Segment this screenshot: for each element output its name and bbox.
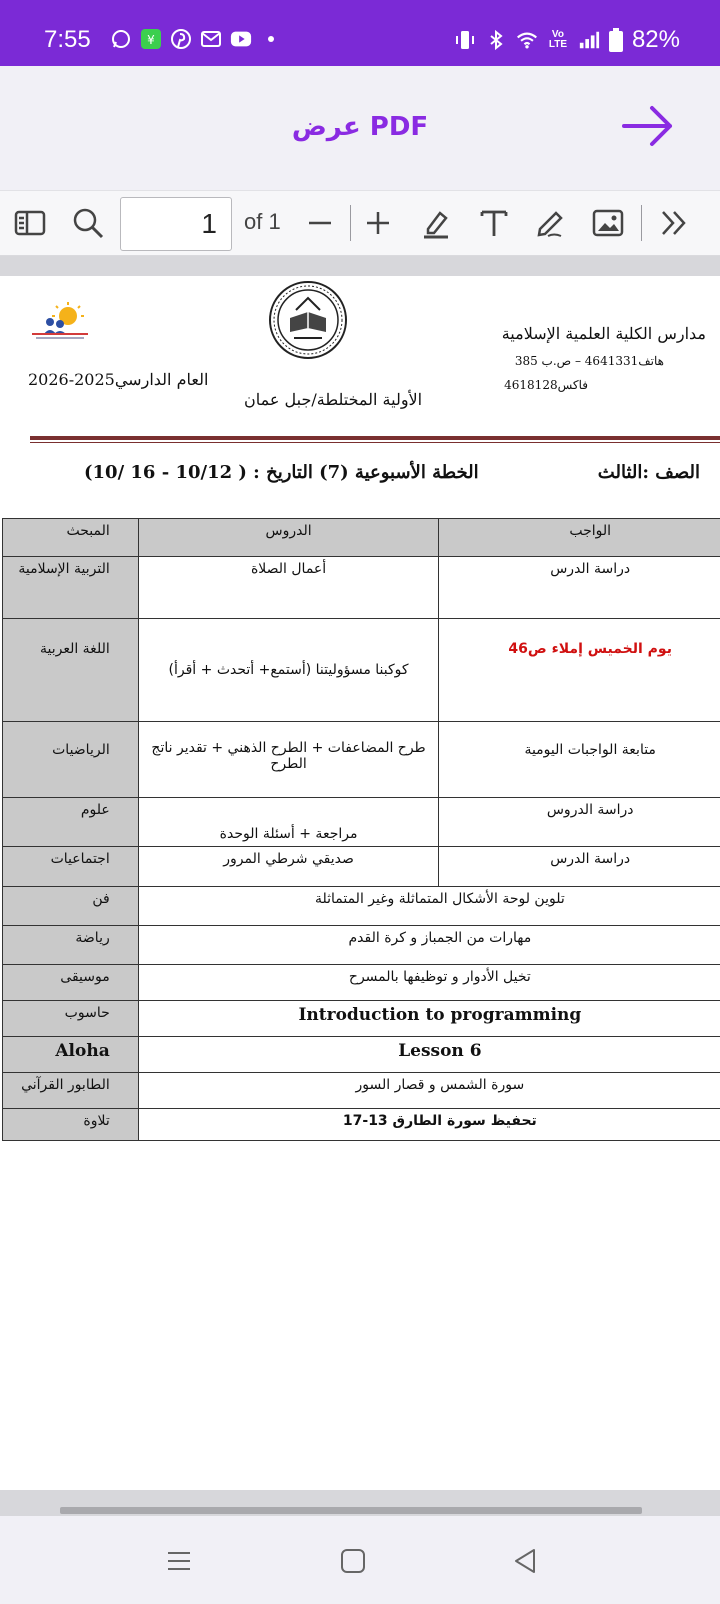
table-row [3,1073,720,1109]
cell-subject: حاسوب [3,1001,139,1037]
back-icon[interactable] [510,1546,540,1576]
pdf-page[interactable] [0,276,720,1490]
image-icon[interactable] [590,205,626,241]
cell-content: مهارات من الجمباز و كرة القدم [138,926,720,965]
cell-content: سورة الشمس و قصار السور [138,1073,720,1109]
text-icon[interactable] [476,205,512,241]
horizontal-scrollbar[interactable] [60,1507,642,1514]
battery-level: 82% [631,26,680,53]
cell-homework: دراسة الدروس [439,798,720,847]
zoom-out-icon[interactable] [302,205,338,241]
cell-subject: رياضة [3,926,139,965]
cell-lessons: مراجعة + أسئلة الوحدة [138,798,439,847]
status-bar [0,0,720,66]
header-lessons: الدروس [138,519,439,557]
cell-subject: موسيقى [3,965,139,1001]
system-icons [454,26,680,54]
cell-lessons: صديقي شرطي المرور [138,847,439,887]
dot-icon [260,28,282,50]
system-nav-bar [0,1516,720,1604]
toolbar-divider [350,205,351,241]
table-row [3,798,720,847]
academic-year: العام الدارسي2025-2026 [28,370,209,389]
school-emblem-icon [266,280,350,360]
table-row [3,965,720,1001]
battery-icon [609,29,623,51]
table-row [3,619,720,722]
table-row [3,1001,720,1037]
cell-content: تخيل الأدوار و توظيفها بالمسرح [138,965,720,1001]
status-time: 7:55 [44,26,91,53]
school-fax: فاكس4618128 [504,378,588,392]
bluetooth-icon [485,29,507,51]
menu-icon[interactable] [164,1546,194,1576]
back-arrow-icon[interactable] [620,102,676,150]
cell-lessons: أعمال الصلاة [138,557,439,619]
cell-subject: اجتماعيات [3,847,139,887]
youtube-icon [230,28,252,50]
viewer-gap [0,256,720,276]
notification-icons [110,28,282,50]
mail-icon [200,28,222,50]
sidebar-icon[interactable] [12,205,48,241]
page-count: of 1 [244,209,281,234]
table-row [3,926,720,965]
plan-title: (10/ 16 - 10/12 ) : الخطة الأسبوعية (7) التاريخ [84,462,479,483]
cell-content: تلوين لوحة الأشكال المتماثلة وغير المتماثلة [138,887,720,926]
cell-homework: متابعة الواجبات اليومية [439,722,720,798]
cell-content: Lesson 6 [138,1037,720,1073]
cell-subject: علوم [3,798,139,847]
zoom-in-icon[interactable] [360,205,396,241]
cell-lessons: كوكبنا مسؤوليتنا (أستمع+ أتحدث + أقرأ) [138,619,439,722]
table-row [3,1109,720,1141]
volte-icon: Vo LTE [548,29,568,50]
cell-homework: دراسة الدرس [439,847,720,887]
table-row [3,557,720,619]
class-label: الصف :الثالث [597,462,700,483]
cell-subject: فن [3,887,139,926]
vibrate-icon [454,29,476,51]
table-row [3,722,720,798]
pdf-toolbar [0,190,720,256]
cell-content: Introduction to programming [138,1001,720,1037]
cell-subject: Aloha [3,1037,139,1073]
wifi-icon [516,29,538,51]
app-icon [140,28,162,50]
whatsapp-icon [110,28,132,50]
table-header-row [3,519,720,557]
cell-homework: يوم الخميس إملاء ص46 [439,619,720,722]
cell-subject: الرياضيات [3,722,139,798]
cell-subject: اللغة العربية [3,619,139,722]
cell-subject: الطابور القرآني [3,1073,139,1109]
page-title: عرض PDF [291,112,429,142]
cell-lessons: طرح المضاعفات + الطرح الذهني + تقدير ناتج الطرح [138,722,439,798]
header-divider [30,436,720,440]
school-name: مدارس الكلية العلمية الإسلامية [501,324,706,343]
signal-icon [578,29,600,51]
toolbar-divider [641,205,642,241]
svg-text:¥: ¥ [147,33,155,47]
school-phone: هاتف4641331 – ص.ب 385 [514,354,664,368]
table-row [3,847,720,887]
cell-content: تحفيظ سورة الطارق 13-17 [138,1109,720,1141]
table-row [3,887,720,926]
header-subject: المبحث [3,519,139,557]
home-icon[interactable] [338,1546,368,1576]
more-icon[interactable] [656,205,692,241]
school-branch: الأولية المختلطة/جبل عمان [244,390,423,409]
cell-subject: تلاوة [3,1109,139,1141]
header-divider [30,442,720,443]
weekly-plan-table [2,518,720,1141]
highlight-icon[interactable] [418,205,454,241]
header-homework: الواجب [439,519,720,557]
draw-icon[interactable] [532,205,568,241]
school-logo-icon [28,300,92,344]
search-icon[interactable] [70,205,106,241]
table-row [3,1037,720,1073]
cell-homework: دراسة الدرس [439,557,720,619]
page-number-input[interactable]: 1 [120,197,232,251]
pinterest-icon [170,28,192,50]
cell-subject: التربية الإسلامية [3,557,139,619]
